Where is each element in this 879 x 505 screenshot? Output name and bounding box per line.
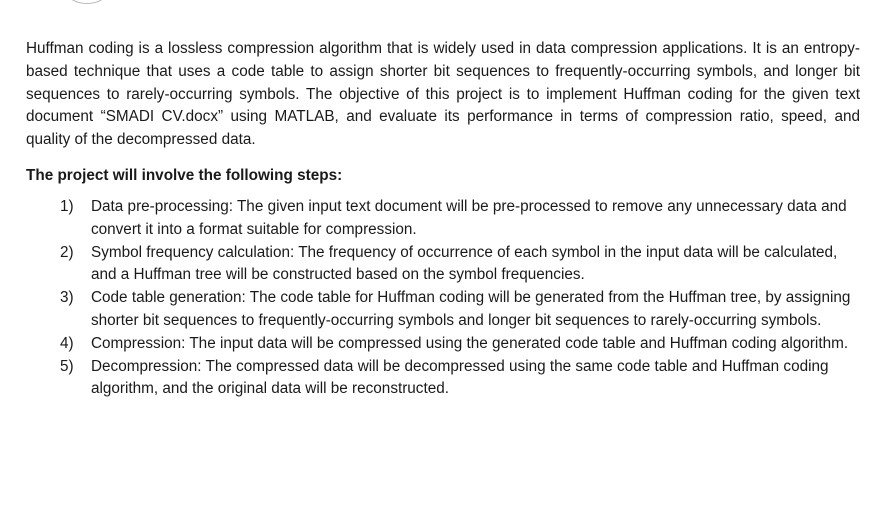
intro-paragraph: Huffman coding is a lossless compression algorithm that is widely used in data compression applications. It is an entropy-based technique that uses a code table to assign shorter bit sequences to frequently-occurring symbols, and longer bit sequences to rarely-occurring symbols. The objective of this project is to implement Huffman coding for the given text document “SMADI CV.docx” using MATLAB, and evaluate its performance in terms of compression ratio, speed, and quality of the decompressed data. bbox=[26, 40, 860, 149]
document-body bbox=[26, 38, 860, 401]
step-item bbox=[26, 287, 860, 333]
step-text: Data pre-processing: The given input text document will be pre-processed to remove any unnecessary data and convert it into a format suitable for compression. bbox=[91, 197, 847, 238]
step-text: Compression: The input data will be compressed using the generated code table and Huffman coding algorithm. bbox=[91, 334, 849, 352]
logo-fragment bbox=[56, 0, 118, 4]
steps-heading: The project will involve the following steps: bbox=[26, 166, 343, 184]
step-number: 1) bbox=[60, 197, 74, 215]
step-item bbox=[26, 196, 860, 242]
step-item bbox=[26, 356, 860, 402]
step-text: Symbol frequency calculation: The frequency of occurrence of each symbol in the input data will be calculated, and a Huffman tree will be constructed based on the symbol frequencies. bbox=[91, 243, 838, 284]
step-item bbox=[26, 333, 860, 356]
steps-list bbox=[26, 196, 860, 401]
step-number: 3) bbox=[60, 289, 74, 307]
step-text: Code table generation: The code table for Huffman coding will be generated from the Huffman tree, by assigning shorter bit sequences to frequently-occurring symbols and longer bit sequences to rarely-occurring symbols. bbox=[91, 289, 851, 329]
step-number: 2) bbox=[60, 243, 74, 261]
step-number: 4) bbox=[60, 334, 74, 352]
step-number: 5) bbox=[60, 357, 74, 375]
step-item bbox=[26, 242, 860, 288]
step-text: Decompression: The compressed data will be decompressed using the same code table and Huffman coding algorithm, and the original data will be reconstructed. bbox=[91, 357, 829, 398]
